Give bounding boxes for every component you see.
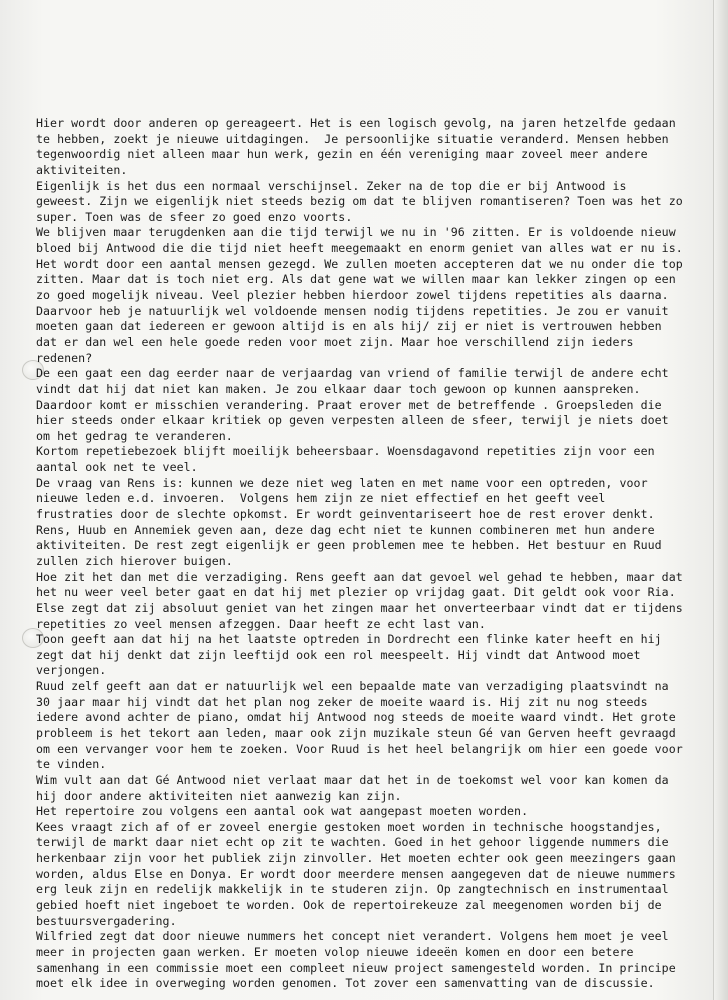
text-line: Toon geeft aan dat hij na het laatste optreden in Dordrecht een flinke kater heeft en hij <box>36 632 662 647</box>
text-line: om het gedrag te veranderen. <box>36 428 233 443</box>
text-line: Kortom repetiebezoek blijft moeilijk beheersbaar. Woensdagavond repetities zijn voor een <box>36 444 655 459</box>
text-line: zegt dat hij denkt dat zijn leeftijd ook een rol meespeelt. Hij vindt dat Antwood moet <box>36 647 641 662</box>
document-body <box>36 116 706 992</box>
text-line: het nu weer veel beter gaat en dat hij met plezier op vrijdag gaat. Dit geldt ook voor Ria. <box>36 585 676 600</box>
text-line: vindt dat hij dat niet kan maken. Je zou elkaar daar toch gewoon op kunnen aanspreken. <box>36 381 641 396</box>
text-line: Daardoor komt er misschien verandering. Praat erover met de betreffende . Groepsleden die <box>36 397 662 412</box>
text-line: De een gaat een dag eerder naar de verjaardag van vriend of familie terwijl de andere echt <box>36 366 669 381</box>
text-line: Het wordt door een aantal mensen gezegd. We zullen moeten accepteren dat we nu onder die top <box>36 256 683 271</box>
text-line: aantal ook net te veel. <box>36 460 198 475</box>
text-line: iedere avond achter de piano, omdat hij Antwood nog steeds de moeite waard vindt. Het grote <box>36 710 676 725</box>
page-edge <box>713 0 728 1000</box>
text-line: redenen? <box>36 350 93 365</box>
text-line: moeten gaan dat iedereen er gewoon altijd is en als hij/ zij er niet is vertrouwen hebben <box>36 319 662 334</box>
text-line: We blijven maar terugdenken aan die tijd terwijl we nu in '96 zitten. Er is voldoende nieuw <box>36 225 676 240</box>
text-line: repetities zo veel mensen afzeggen. Daar heeft ze echt last van. <box>36 616 486 631</box>
text-line: Eigenlijk is het dus een normaal verschijnsel. Zeker na de top die er bij Antwood is <box>36 178 627 193</box>
text-line: Wim vult aan dat Gé Antwood niet verlaat maar dat het in de toekomst wel voor kan komen da <box>36 772 669 787</box>
text-line: dat er dan wel een hele goede reden voor moet zijn. Maar hoe verschillend zijn ieders <box>36 334 634 349</box>
text-line: super. Toen was de sfeer zo goed enzo voorts. <box>36 209 353 224</box>
text-line: meer in projecten gaan werken. Er moeten volop nieuwe ideeën komen en door een betere <box>36 944 634 959</box>
text-line: Rens, Huub en Annemiek geven aan, deze dag echt niet te kunnen combineren met hun andere <box>36 522 655 537</box>
text-line: moet elk idee in overweging worden genomen. Tot zover een samenvatting van de discussie. <box>36 976 655 991</box>
text-line: nieuwe leden e.d. invoeren. Volgens hem zijn ze niet effectief en het geeft veel <box>36 491 606 506</box>
text-line: herkenbaar zijn voor het publiek zijn zinvoller. Het moeten echter ook geen meezingers gaan <box>36 851 676 866</box>
text-line: tegenwoordig niet alleen maar hun werk, gezin en één vereniging maar zoveel meer andere <box>36 147 648 162</box>
text-line: bestuursvergadering. <box>36 913 177 928</box>
text-line: terwijl de markt daar niet echt op zit te wachten. Goed in het gehoor liggende nummers die <box>36 835 669 850</box>
text-line: probleem is het tekort aan leden, maar ook zijn muzikale steun Gé van Gerven heeft gevraagd <box>36 725 676 740</box>
text-line: zo goed mogelijk niveau. Veel plezier hebben hierdoor zowel tijdens repetities als daarna. <box>36 288 669 303</box>
text-line: samenhang in een commissie moet een compleet nieuw project samengesteld worden. In principe <box>36 960 676 975</box>
text-line: Ruud zelf geeft aan dat er natuurlijk wel een bepaalde mate van verzadiging plaatsvindt na <box>36 679 669 694</box>
text-line: te hebben, zoekt je nieuwe uitdagingen. Je persoonlijke situatie veranderd. Mensen hebben <box>36 131 669 146</box>
text-line: 30 jaar maar hij vindt dat het plan nog zeker de moeite waard is. Hij zit nu nog steeds <box>36 694 648 709</box>
text-line: De vraag van Rens is: kunnen we deze niet weg laten en met name voor een optreden, voor <box>36 475 648 490</box>
text-line: Daarvoor heb je natuurlijk wel voldoende mensen nodig tijdens repetities. Je zou er vanuit <box>36 303 669 318</box>
text-line: Hier wordt door anderen op gereageert. Het is een logisch gevolg, na jaren hetzelfde gedaan <box>36 116 676 130</box>
text-line: hier steeds onder elkaar kritiek op geven verpesten alleen de sfeer, terwijl je niets doet <box>36 413 669 428</box>
text-line: gebied hoeft niet ingeboet te worden. Ook de repertoirekeuze zal meegenomen worden bij de <box>36 898 662 913</box>
text-line: Hoe zit het dan met die verzadiging. Rens geeft aan dat gevoel wel gehad te hebben, maar dat <box>36 569 683 584</box>
text-line: te vinden. <box>36 757 107 772</box>
text-line: Else zegt dat zij absoluut geniet van het zingen maar het onverteerbaar vindt dat er tijdens <box>36 600 683 615</box>
text-line: verjongen. <box>36 663 107 678</box>
text-line: Kees vraagt zich af of er zoveel energie gestoken moet worden in technische hoogstandjes, <box>36 819 662 834</box>
text-line: om een vervanger voor hem te zoeken. Voor Ruud is het heel belangrijk om hier een goede voor <box>36 741 683 756</box>
text-line: Wilfried zegt dat door nieuwe nummers het concept niet verandert. Volgens hem moet je veel <box>36 929 669 944</box>
text-line: geweest. Zijn we eigenlijk niet steeds bezig om dat te blijven romantiseren? Toen was het zo <box>36 194 683 209</box>
text-line: bloed bij Antwood die die tijd niet heeft meegemaakt en enorm geniet van alles wat er nu is. <box>36 241 683 256</box>
text-line: erg leuk zijn en redelijk makkelijk in te studeren zijn. Op zangtechnisch en instrumentaal <box>36 882 669 897</box>
text-line: aktiviteiten. <box>36 162 128 177</box>
text-line: Het repertoire zou volgens een aantal ook wat aangepast moeten worden. <box>36 804 529 819</box>
text-line: worden, aldus Else en Donya. Er wordt door meerdere mensen aangegeven dat de nieuwe nummers <box>36 866 676 881</box>
text-line: zullen zich hierover buigen. <box>36 553 233 568</box>
text-line: aktiviteiten. De rest zegt eigenlijk er geen problemen mee te hebben. Het bestuur en Ruud <box>36 538 662 553</box>
text-line: frustraties door de slechte opkomst. Er wordt geinventariseert hoe de rest erover denkt. <box>36 507 655 522</box>
text-line: zitten. Maar dat is toch niet erg. Als dat gene wat we willen maar kan lekker zingen op een <box>36 272 676 287</box>
text-line: hij door andere aktiviteiten niet aanwezig kan zijn. <box>36 788 402 803</box>
